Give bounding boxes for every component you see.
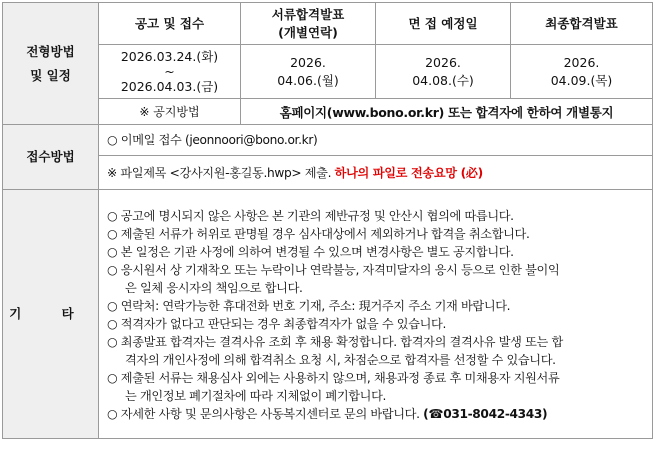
etc-line: ○ 응시원서 상 기재착오 또는 누락이나 연락불능, 자격미달자의 응시 등으로 인한 불이익 [107,263,560,277]
single-file-emphasis: 하나의 파일로 전송요망 (必) [334,165,483,180]
schedule-label: 전형방법 및 일정 [3,3,99,125]
etc-line: 격자의 개인사정에 의해 합격취소 요청 시, 차점순으로 합격자를 선정할 수 있습니다. [125,353,556,367]
etc-line: ○ 연락처: 연락가능한 휴대전화 번호 기재, 주소: 現거주지 주소 기재 바랍니다. [107,299,511,313]
etc-label: 기 타 [3,190,99,439]
apply-method-label: 접수방법 [3,125,99,190]
etc-line: ○ 제출된 서류가 허위로 판명될 경우 심사대상에서 제외하거나 합격을 취소합니다. [107,227,530,241]
file-name-cell [99,156,653,190]
notice-method-text: 홈페이지(www.bono.or.kr) 또는 합격자에 한하여 개별통지 [241,99,653,125]
etc-line: ○ 최종발표 합격자는 결격사유 조회 후 채용 확정합니다. 합격자의 결격사유 발생 또는 합 [107,335,563,349]
etc-content [99,190,653,439]
email-apply-text: ○ 이메일 접수 (jeonnoori@bono.or.kr) [107,133,318,147]
etc-line: ○ 공고에 명시되지 않은 사항은 본 기관의 제반규정 및 안산시 협의에 따릅니다. [107,209,514,223]
final-result-date: 2026. 04.09.(목) [511,45,653,99]
document-result-date: 2026. 04.06.(월) [241,45,376,99]
reception-period: 2026.03.24.(화) ~ 2026.04.03.(금) [99,45,241,99]
header-document-result: 서류합격발표 (개별연락) [241,3,376,45]
contact-phone: (☎031-8042-4343) [423,407,548,421]
recruitment-table [2,2,653,439]
etc-line-contact: ○ 자세한 사항 및 문의사항은 사동복지센터로 문의 바랍니다. (☎031-8042-4343) [107,407,548,421]
etc-line: ○ 적격자가 없다고 판단되는 경우 최종합격자가 없을 수 있습니다. [107,317,447,331]
etc-line: 은 일체 응시자의 책임으로 합니다. [125,281,303,295]
header-final-result: 최종합격발표 [511,3,653,45]
etc-line: ○ 제출된 서류는 채용심사 외에는 사용하지 않으며, 채용과정 종료 후 미채용자 지원서류 [107,371,560,385]
file-name-instruction: ※ 파일제목 <강사지원-홍길동.hwp> 제출. 하나의 파일로 전송요망 (必) [107,165,483,180]
interview-date: 2026. 04.08.(수) [376,45,511,99]
notice-method-label: ※ 공지방법 [99,99,241,125]
etc-line: 는 개인정보 폐기절차에 따라 지체없이 폐기합니다. [125,389,387,403]
email-apply-cell [99,125,653,156]
header-interview-date: 면 접 예정일 [376,3,511,45]
header-reception: 공고 및 접수 [99,3,241,45]
etc-line: ○ 본 일정은 기관 사정에 의하여 변경될 수 있으며 변경사항은 별도 공지합니다. [107,245,514,259]
